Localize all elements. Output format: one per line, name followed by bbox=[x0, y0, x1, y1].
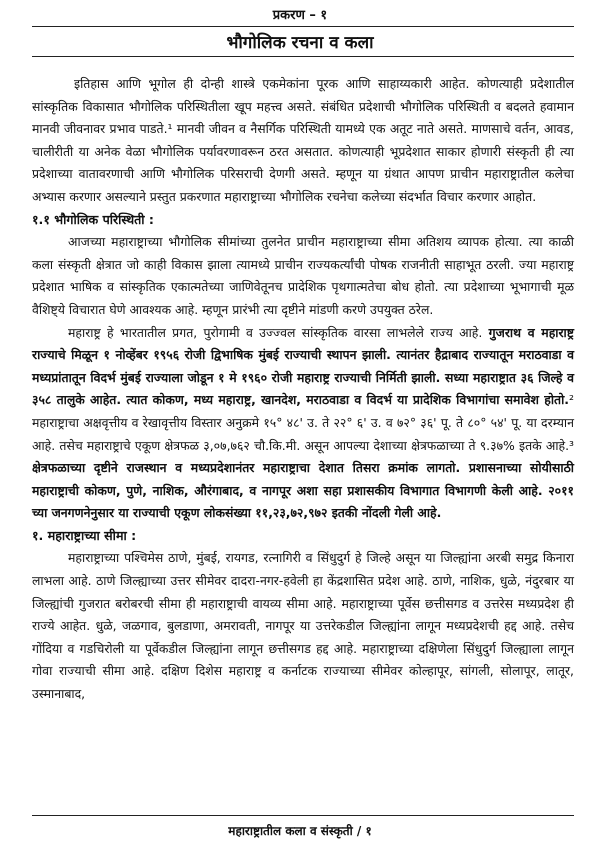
geography-text-plain-2: ² महाराष्ट्राचा अक्षवृत्तीय व रेखावृत्तीय विस्तार अनुक्रमे १५° ४८' उ. ते २२° ६' उ. व ७२° ३६' पू. ते ८०° ५४' पू. या दरम्यान आहे. तसेच महाराष्ट्राचे एकूण क्षेत्रफळ ३,०७,७६२ चौ.कि.मी. असून आपल्या देशाच्या क्षेत्रफळाच्या ते ९.३७% इतके आहे.³ bbox=[32, 392, 574, 453]
footer-rule bbox=[32, 815, 574, 816]
section-heading-borders: १. महाराष्ट्राच्या सीमा : bbox=[32, 527, 137, 543]
body-text bbox=[32, 73, 574, 706]
geography-paragraph-1: आजच्या महाराष्ट्राच्या भौगोलिक सीमांच्या तुलनेत प्राचीन महाराष्ट्राच्या सीमा अतिशय व्यापक होत्या. त्या काळी कला संस्कृती क्षेत्रात जो काही विकास झाला त्यामध्ये प्राचीन राज्यकर्त्यांची पोषक राजनीती साहाभूत ठरली. ज्या महाराष्ट्र प्रदेशात भाषिक व सांस्कृतिक एकात्मतेच्या जाणिवेतूनच प्रादेशिक पृथगात्मतेचा बोध होतो. त्या प्रदेशाच्या भूभागाची मूळ वैशिष्ट्ये विचारात घेणे आवश्यक आहे. म्हणून प्रारंभी त्या दृष्टीने मांडणी करणे उपयुक्त ठरेल. bbox=[32, 234, 574, 317]
geography-text-bold-1: गुजराथ व महाराष्ट्र राज्याचे मिळून १ नोव्हेंबर १९५६ रोजी द्विभाषिक मुंबई राज्याची स्थापन झाली. त्यानंतर हैद्राबाद राज्यातून मराठवाडा व मध्यप्रांतातून विदर्भ मुंबई राज्याला जोडून १ मे १९६० रोजी महाराष्ट्र राज्याची निर्मिती झाली. सध्या महाराष्ट्रात ३६ जिल्हे व ३५८ तालुके आहेत. त्यात कोकण, मध्य महाराष्ट्र, खानदेश, मराठवाडा व विदर्भ या प्रादेशिक विभागांचा समावेश होतो. bbox=[32, 324, 575, 408]
chapter-title: भौगोलिक रचना व कला bbox=[226, 33, 374, 53]
chapter-label: प्रकरण – १ bbox=[272, 8, 328, 23]
geography-text-plain: महाराष्ट्र हे भारतातील प्रगत, पुरोगामी व उज्ज्वल सांस्कृतिक वारसा लाभलेले राज्य आहे. bbox=[68, 324, 489, 340]
geography-paragraph-2 bbox=[32, 322, 574, 525]
geography-text-bold-2: क्षेत्रफळाच्या दृष्टीने राजस्थान व मध्यप्रदेशानंतर महाराष्ट्राचा देशात तिसरा क्रमांक लागतो. प्रशासनाच्या सोयीसाठी महाराष्ट्राची कोकण, पुणे, नाशिक, औरंगाबाद, व नागपूर अशा सहा प्रशासकीय विभागात विभागणी केली आहे. २०११ च्या जनगणनेनुसार या राज्याची एकूण लोकसंख्या ११,२३,७२,९७२ इतकी नोंदली गेली आहे. bbox=[32, 460, 574, 521]
page-footer: महाराष्ट्रातील कला व संस्कृती / १ bbox=[228, 824, 372, 838]
header-rule-top bbox=[32, 26, 574, 27]
header-rule-bottom bbox=[32, 56, 574, 57]
borders-paragraph-1: महाराष्ट्राच्या पश्चिमेस ठाणे, मुंबई, रायगड, रत्नागिरी व सिंधुदुर्ग हे जिल्हे असून या जिल्ह्यांना अरबी समुद्र किनारा लाभला आहे. ठाणे जिल्ह्याच्या उत्तर सीमेवर दादरा-नगर-हवेली हा केंद्रशासित प्रदेश आहे. ठाणे, नाशिक, धुळे, नंदुरबार या जिल्ह्यांची गुजरात बरोबरची सीमा ही महाराष्ट्राची वायव्य सीमा आहे. महाराष्ट्राच्या पूर्वेस छत्तीसगड व उत्तरेस मध्यप्रदेश ही राज्ये आहेत. धुळे, जळगाव, बुलडाणा, अमरावती, नागपूर या उत्तरेकडील जिल्ह्यांना लागून मध्यप्रदेशची हद्द आहे. तसेच गोंदिया व गडचिरोली या पूर्वेकडील जिल्ह्यांना लागून छत्तीसगड हद्द आहे. महाराष्ट्राच्या दक्षिणेला सिंधुदुर्ग जिल्ह्याला लागून गोवा राज्याची सीमा आहे. दक्षिण दिशेस महाराष्ट्र व कर्नाटक राज्याच्या सीमेवर कोल्हापूर, सांगली, सोलापूर, लातूर, उस्मानाबाद, bbox=[32, 550, 574, 702]
section-heading-geography: १.१ भौगोलिक परिस्थिती : bbox=[32, 211, 154, 227]
intro-paragraph: इतिहास आणि भूगोल ही दोन्ही शास्त्रे एकमेकांना पूरक आणि साहाय्यकारी आहेत. कोणत्याही प्रदेशातील सांस्कृतिक विकासात भौगोलिक परिस्थितीला खूप महत्त्व असते. संबंधित प्रदेशाची भौगोलिक परिस्थिती व बदलते हवामान मानवी जीवनावर प्रभाव पाडते.¹ मानवी जीवन व नैसर्गिक परिस्थिती यामध्ये एक अतूट नाते असते. माणसाचे वर्तन, आवड, चालीरीती या अनेक वेळा भौगोलिक पर्यावरणावरून ठरत असतात. कोणत्याही भूप्रदेशात साकार होणारी संस्कृती ही त्या प्रदेशाच्या वातावरणाची आणि भौगोलिक परिसराची देणगी असते. म्हणून या ग्रंथात आपण प्राचीन महाराष्ट्रातील कलेचा अभ्यास करणार असल्याने प्रस्तुत प्रकरणात महाराष्ट्राच्या भौगोलिक रचनेचा कलेच्या संदर्भात विचार करणार आहोत. bbox=[32, 76, 574, 204]
